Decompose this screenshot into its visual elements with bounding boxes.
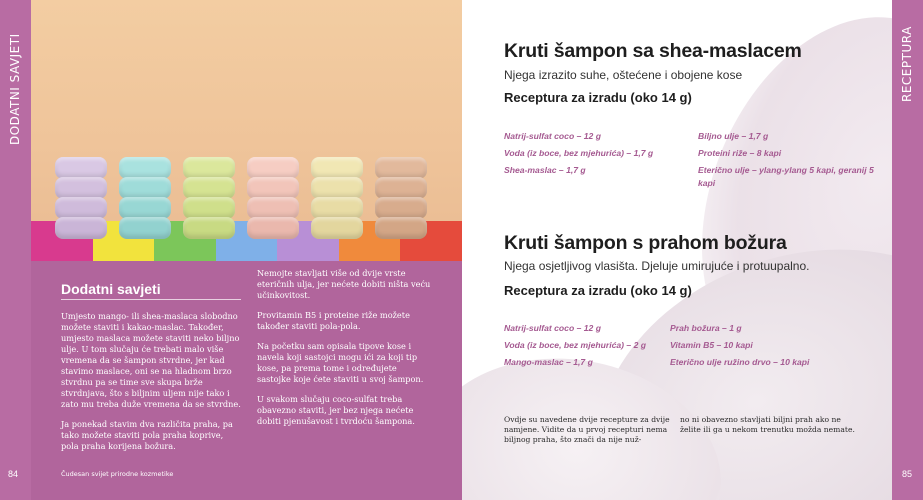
- ingredient-item: Proteini riže – 8 kapi: [698, 148, 782, 158]
- ingredient-item: Eterično ulje – ylang-ylang 5 kapi, geranij 5 kapi: [698, 165, 874, 188]
- book-footer: Čudesan svijet prirodne kozmetike: [61, 470, 174, 478]
- right-side-tab: [892, 0, 923, 500]
- right-page: [462, 0, 923, 500]
- tips-paragraph: Provitamin B5 i proteine riže možete također staviti pola-pola.: [257, 310, 410, 331]
- shampoo-stack-pink: [247, 159, 299, 239]
- shampoo-bars-photo: [31, 0, 462, 261]
- shampoo-stack-cream: [311, 159, 363, 239]
- ingredient-item: Biljno ulje – 1,7 g: [698, 131, 769, 141]
- recipe2-ingredients-left: [504, 322, 694, 373]
- shampoo-stack-lime: [183, 159, 235, 239]
- tips-paragraph: Ja ponekad stavim dva različita praha, pa tako možete staviti pola praha koprive, pola praha korijena božura.: [61, 419, 233, 451]
- shampoo-stack-cyan: [119, 159, 171, 239]
- tips-column-2: [257, 268, 433, 436]
- recipe1-ingredients-left: [504, 130, 694, 181]
- ingredient-item: Prah božura – 1 g: [670, 323, 742, 333]
- recipe1-title: Kruti šampon sa shea-maslacem: [504, 40, 802, 62]
- ingredient-item: Natrij-sulfat coco – 12 g: [504, 323, 601, 333]
- recipe1-subtitle: Njega izrazito suhe, oštećene i obojene kose: [504, 68, 743, 82]
- page-number-right: 85: [902, 469, 913, 479]
- tips-paragraph: Nemojte stavljati više od dvije vrste eteričnih ulja, jer nećete dobiti ništa veću učinkovitost.: [257, 268, 431, 300]
- page-number-left: 84: [8, 469, 19, 479]
- ingredient-item: Voda (iz boce, bez mjehurića) – 2 g: [504, 340, 646, 350]
- ingredient-item: Mango-maslac – 1,7 g: [504, 357, 593, 367]
- left-side-tab: [0, 0, 31, 500]
- right-tab-label: RECEPTURA: [900, 26, 914, 102]
- tips-heading: Dodatni savjeti: [61, 281, 161, 297]
- left-tab-label: DODATNI SAVJETI: [8, 33, 22, 145]
- tips-paragraph: U svakom slučaju coco-sulfat treba obavezno staviti, jer bez njega nećete dobiti pjenušavost i tvrdoću šampona.: [257, 394, 415, 426]
- bottom-text-right: no ni obavezno stavljati biljni prah ako ne želite ili ga u nekom trenutku možda nemate.: [680, 415, 855, 434]
- tips-column-1: [61, 311, 241, 461]
- tips-paragraph: Na početku sam opisala tipove kose i navela koji sastojci mogu ići za koji tip kose, pa prema tome i određujete sastojke koje ćete staviti u svoj šampon.: [257, 341, 424, 384]
- recipe2-title: Kruti šampon s prahom božura: [504, 232, 787, 254]
- recipe1-heading: Receptura za izradu (oko 14 g): [504, 90, 692, 105]
- shampoo-stack-tan: [375, 159, 427, 239]
- shampoo-stack-lavender: [55, 159, 107, 239]
- ingredient-item: Natrij-sulfat coco – 12 g: [504, 131, 601, 141]
- ingredient-item: Eterično ulje ružino drvo – 10 kapi: [670, 357, 810, 367]
- recipe2-ingredients-right: [670, 322, 880, 373]
- ingredient-item: Vitamin B5 – 10 kapi: [670, 340, 753, 350]
- ingredient-item: Voda (iz boce, bez mjehurića) – 1,7 g: [504, 148, 654, 158]
- tips-paragraph: Umjesto mango- ili shea-maslaca slobodno možete staviti i kakao-maslac. Također, umjesto maslaca možete staviti neko biljno ulje. U tom slučaju će trebati malo više vremena da se šampon stvrdne, jer kad stavimo maslace, oni se na hladnom brzo stvrdnu pa se time sve skupa brže stvrdnjava, što s biljnim uljem nije tako i zato mu treba duže vremena da se stvrdne.: [61, 311, 241, 409]
- bottom-text-left: Ovdje su navedene dvije recepture za dvije namjene. Vidite da u prvoj recepturi nema biljnog praha, što znači da nije nuž-: [504, 415, 670, 444]
- recipe2-heading: Receptura za izradu (oko 14 g): [504, 283, 692, 298]
- ingredient-item: Shea-maslac – 1,7 g: [504, 165, 586, 175]
- heading-divider: [61, 299, 241, 300]
- recipe2-subtitle: Njega osjetljivog vlasišta. Djeluje umirujuće i protuupalno.: [504, 259, 810, 273]
- recipe1-ingredients-right: [698, 130, 880, 194]
